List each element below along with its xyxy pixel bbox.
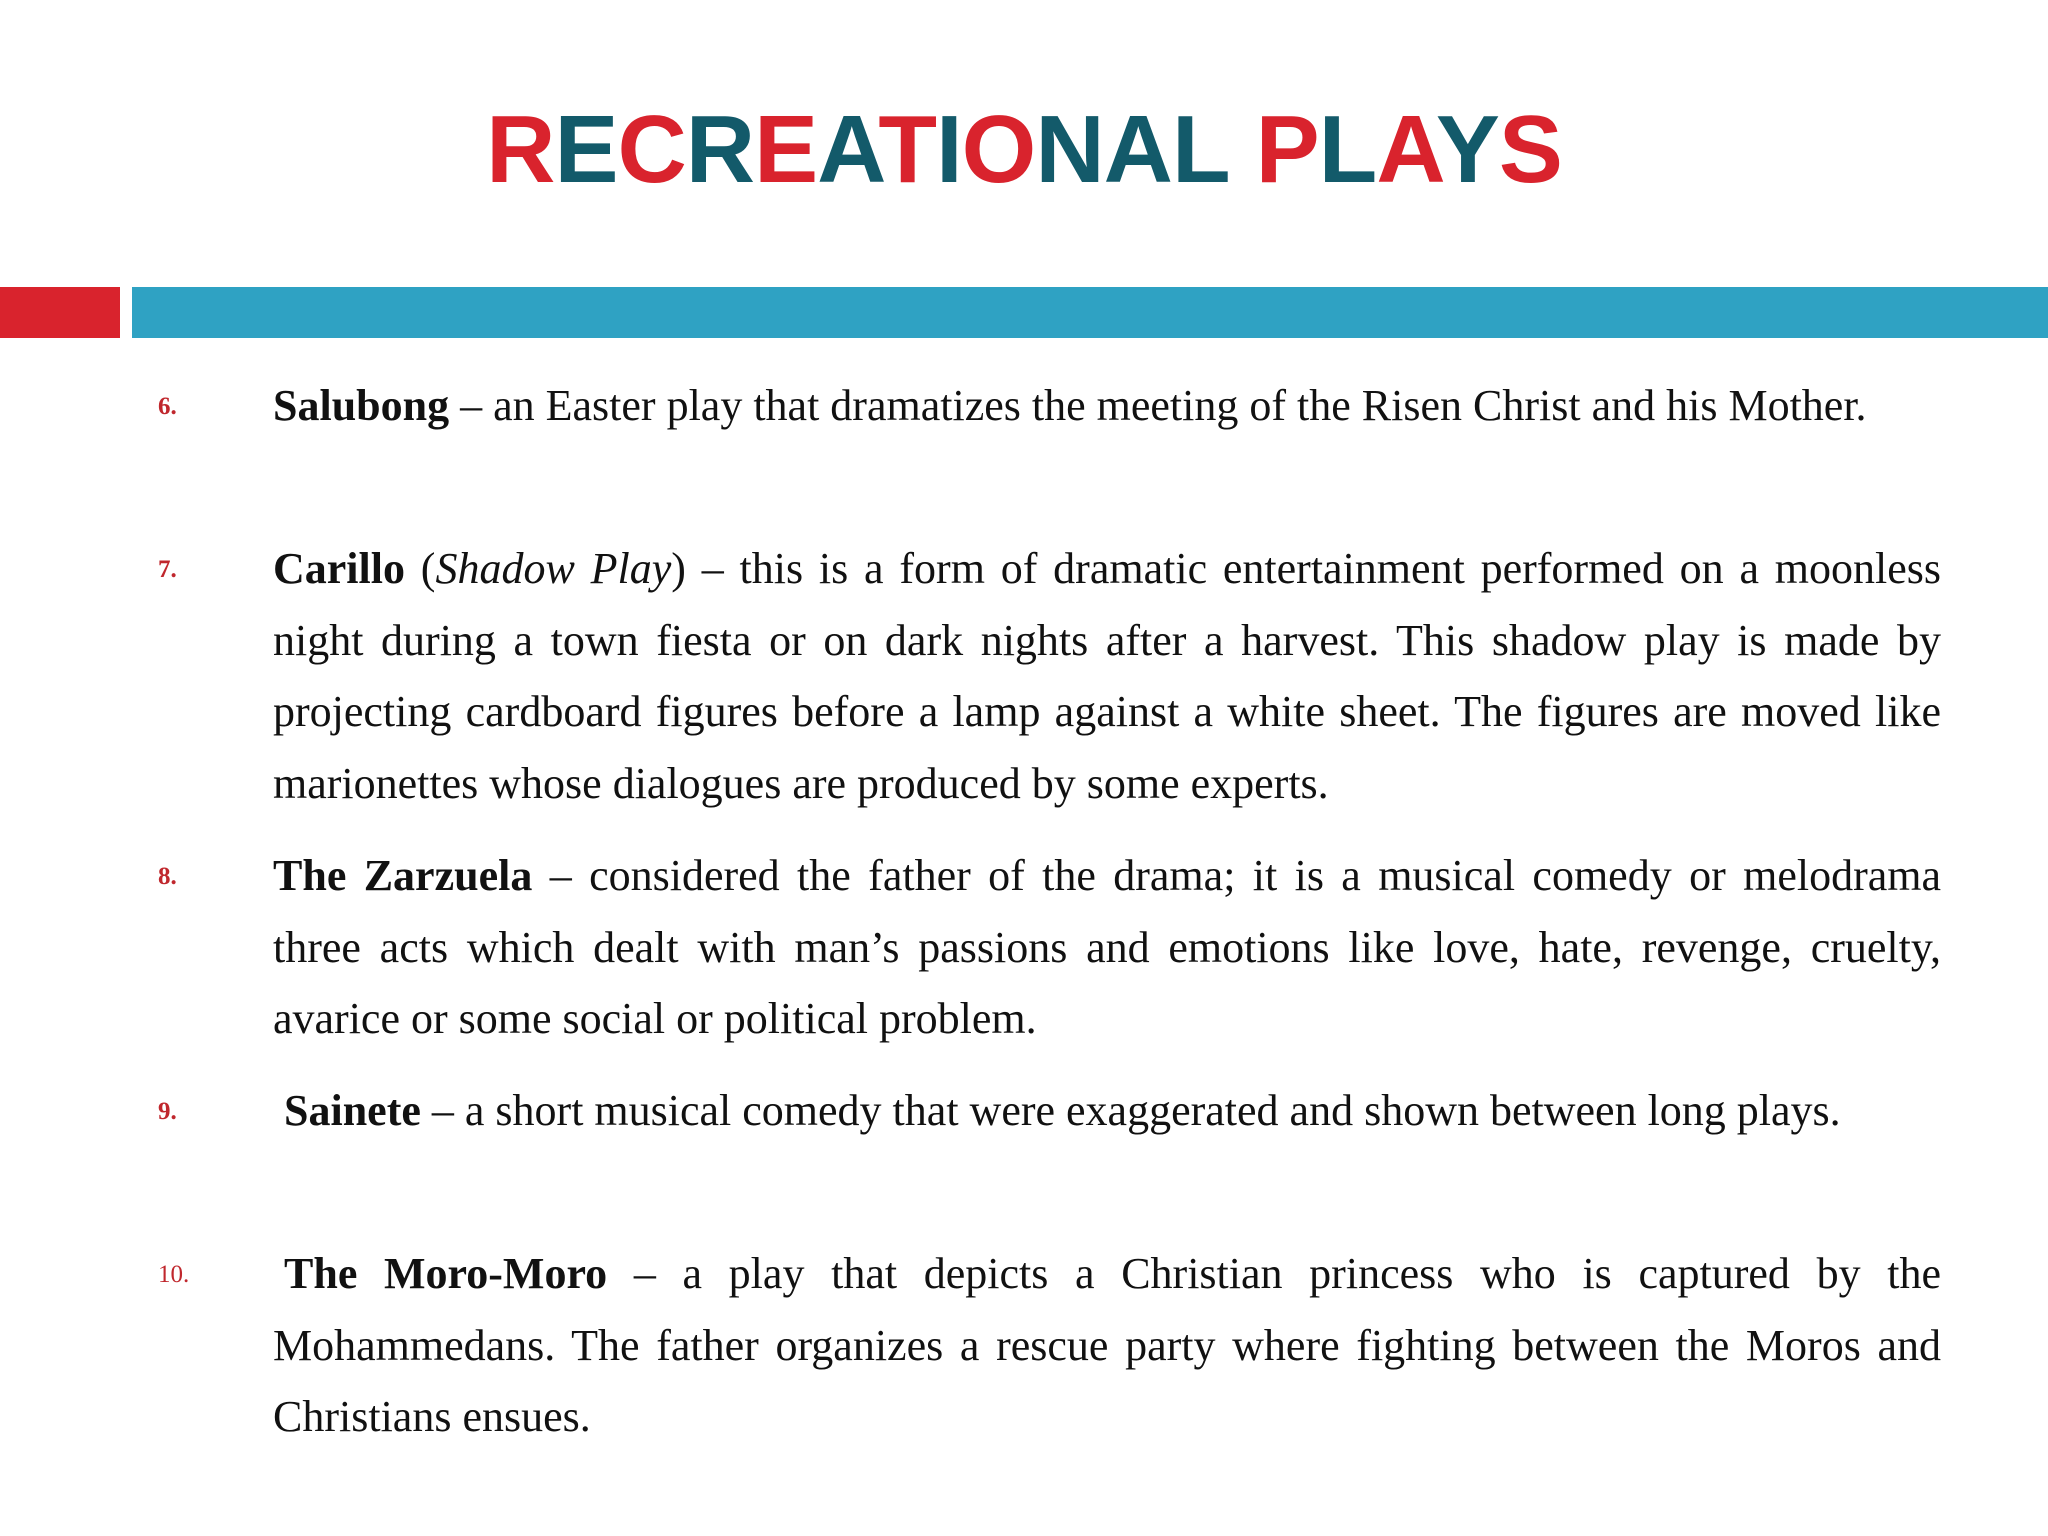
title-word: [486, 96, 1230, 203]
title-letter: E: [554, 96, 618, 203]
item-description: – a play that depicts a Christian princess who is captured by the Mohammedans. The father organizes a rescue party where fighting between the Moros and Christians ensues.: [273, 1249, 1941, 1441]
accent-bar-red: [0, 287, 120, 338]
item-italic-prefix: (: [404, 544, 436, 593]
item-number: 8.: [158, 863, 177, 890]
title-letter: R: [685, 96, 755, 203]
item-term: The Zarzuela: [273, 851, 533, 900]
item-term: Sainete: [284, 1086, 421, 1135]
accent-bar-blue: [132, 287, 2048, 338]
item-description: – a short musical comedy that were exaggerated and shown between long plays.: [420, 1086, 1841, 1135]
title-letter: A: [1376, 96, 1436, 203]
item-text: [273, 1238, 1941, 1453]
title-letter: T: [878, 96, 936, 203]
title-letter: O: [961, 96, 1036, 203]
item-number: 9.: [158, 1098, 177, 1125]
item-text: [273, 840, 1941, 1055]
item-term: Carillo: [273, 544, 405, 593]
item-number: 10.: [158, 1261, 190, 1288]
slide-title: [0, 95, 2048, 205]
title-letter: A: [817, 96, 879, 203]
item-italic-suffix: ): [671, 544, 686, 593]
item-number: 7.: [158, 556, 177, 583]
item-number: 6.: [158, 393, 177, 420]
title-letter: E: [754, 96, 818, 203]
item-text: [273, 533, 1941, 819]
item-text: [273, 370, 1941, 442]
title-letter: S: [1498, 96, 1562, 203]
item-description: – considered the father of the drama; it is a musical comedy or melodrama three acts which dealt with man’s passions and emotions like love, hate, revenge, cruelty, avarice or some social or political problem.: [273, 851, 1942, 1043]
item-text: [273, 1075, 1941, 1147]
item-description: – this is a form of dramatic entertainment performed on a moonless night during a town fiesta or on dark nights after a harvest. This shadow play is made by projecting cardboard figures before a lamp against a white sheet. The figures are moved like marionettes whose dialogues are produced by some experts.: [273, 544, 1942, 808]
title-letter: I: [936, 96, 962, 203]
title-letter: Y: [1435, 96, 1499, 203]
title-letter: C: [617, 96, 686, 203]
item-term: The Moro-Moro: [284, 1249, 608, 1298]
title-word: [1256, 96, 1562, 203]
item-description: – an Easter play that dramatizes the meeting of the Risen Christ and his Mother.: [449, 381, 1867, 430]
title-letter: N: [1035, 96, 1104, 203]
item-italic: Shadow Play: [435, 544, 672, 593]
title-letter: R: [486, 96, 555, 203]
title-letter: P: [1255, 96, 1319, 203]
title-letter: L: [1172, 96, 1230, 203]
title-letter: L: [1318, 96, 1377, 203]
title-letter: A: [1103, 96, 1172, 203]
item-term: Salubong: [273, 381, 450, 430]
